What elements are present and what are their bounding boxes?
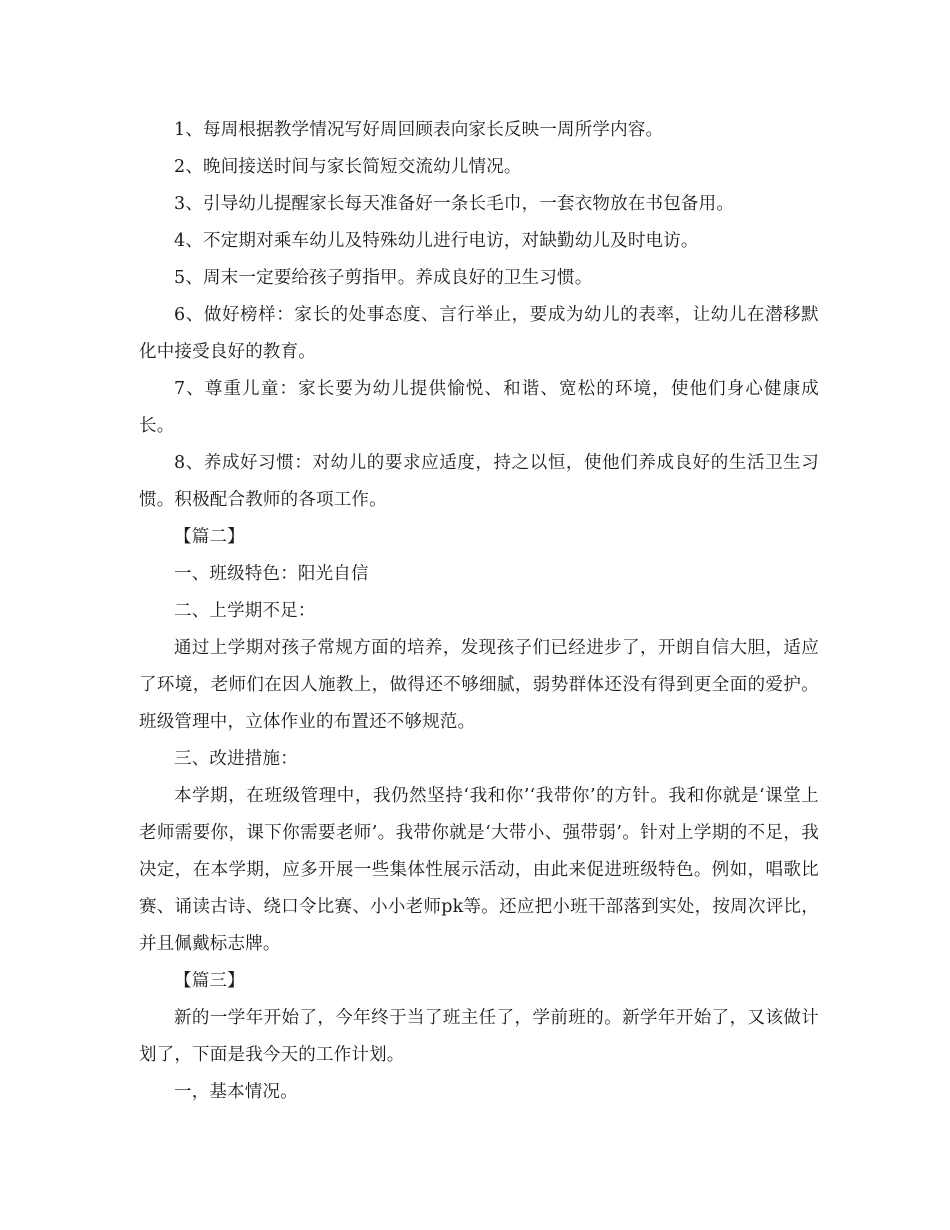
paragraph-8: 8、养成好习惯：对幼儿的要求应适度，持之以恒，使他们养成良好的生活卫生习惯。积极配合教师的各项工作。 [139, 453, 819, 510]
document-body [139, 112, 819, 1111]
paragraph-1: 1、每周根据教学情况写好周回顾表向家长反映一周所学内容。 [174, 120, 664, 140]
last-term-shortcomings-text: 通过上学期对孩子常规方面的培养，发现孩子们已经进步了，开朗自信大胆，适应了环境，老师们在因人施教上，做得还不够细腻，弱势群体还没有得到更全面的爱护。班级管理中，立体作业的布置还不够规范。 [139, 638, 819, 732]
paragraph-4: 4、不定期对乘车幼儿及特殊幼儿进行电访，对缺勤幼儿及时电访。 [174, 231, 699, 251]
paragraph-3: 3、引导幼儿提醒家长每天准备好一条长毛巾，一套衣物放在书包备用。 [174, 194, 735, 214]
paragraph-6: 6、做好榜样：家长的处事态度、言行举止，要成为幼儿的表率，让幼儿在潜移默化中接受良好的教育。 [139, 305, 819, 362]
class-feature-line: 一、班级特色：阳光自信 [174, 564, 369, 584]
basic-situation-heading: 一，基本情况。 [174, 1082, 298, 1102]
last-term-shortcomings-heading: 二、上学期不足： [174, 601, 316, 621]
paragraph-5: 5、周末一定要给孩子剪指甲。养成良好的卫生习惯。 [174, 268, 593, 288]
paragraph-2: 2、晚间接送时间与家长简短交流幼儿情况。 [174, 157, 522, 177]
new-year-intro-text: 新的一学年开始了，今年终于当了班主任了，学前班的。新学年开始了，又该做计划了，下面是我今天的工作计划。 [139, 1008, 819, 1065]
section-heading-part-two: 【篇二】 [174, 527, 245, 547]
paragraph-7: 7、尊重儿童：家长要为幼儿提供愉悦、和谐、宽松的环境，使他们身心健康成长。 [139, 379, 819, 436]
improvement-measures-text: 本学期，在班级管理中，我仍然坚持‘我和你’‘我带你’的方针。我和你就是‘课堂上老师需要你，课下你需要老师’。我带你就是‘大带小、强带弱’。针对上学期的不足，我决定，在本学期，应多开展一些集体性展示活动，由此来促进班级特色。例如，唱歌比赛、诵读古诗、绕口令比赛、小小老师pk等。还应把小班干部落到实处，按周次评比，并且佩戴标志牌。 [139, 786, 819, 954]
section-heading-part-three: 【篇三】 [174, 971, 245, 991]
improvement-measures-heading: 三、改进措施： [174, 749, 298, 769]
